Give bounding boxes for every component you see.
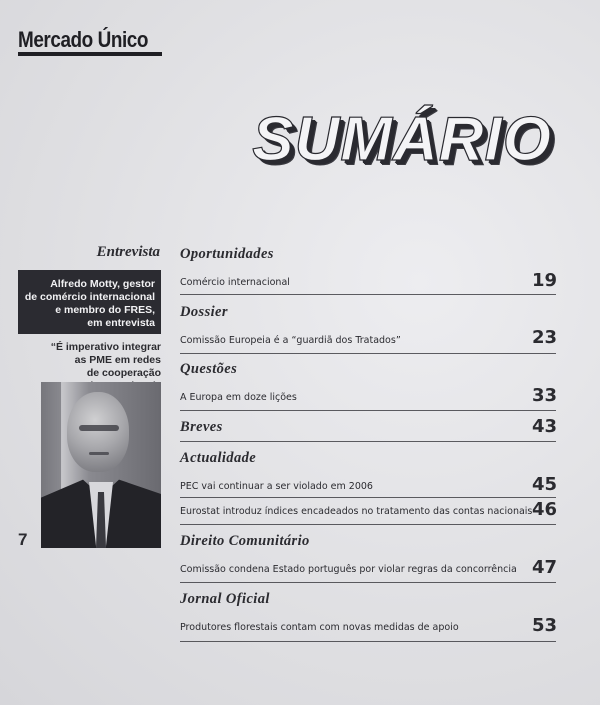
toc-entry-title[interactable]: Produtores florestais contam com novas medidas de apoio	[180, 622, 459, 633]
page-heading: SUMÁRIO	[252, 105, 552, 174]
section-oportunidades: Oportunidades	[180, 246, 274, 262]
toc-divider	[180, 582, 556, 583]
interview-quote-line: de cooperação	[86, 367, 161, 379]
toc-entry-title[interactable]: Eurostat introduz índices encadeados no tratamento das contas nacionais	[180, 506, 533, 517]
interview-portrait-photo	[41, 382, 161, 548]
section-actualidade: Actualidade	[180, 450, 257, 466]
interview-quote-line: “É imperativo integrar	[50, 341, 161, 353]
interview-quote-line: as PME em redes	[74, 354, 161, 366]
interview-label: Entrevista	[96, 244, 160, 260]
publication-title-underline	[18, 52, 162, 56]
interview-box-line: Alfredo Motty, gestor	[50, 278, 155, 290]
toc-entry-page: 43	[531, 416, 557, 437]
toc-divider	[180, 441, 556, 442]
toc-entry-title[interactable]: Comércio internacional	[180, 277, 290, 288]
section-questoes: Questões	[180, 361, 238, 377]
interview-box-line: e membro do FRES,	[55, 304, 155, 316]
photo-mouth	[89, 452, 109, 455]
toc-entry-title[interactable]: Comissão Europeia é a “guardiã dos Tratados”	[180, 335, 401, 346]
interview-box[interactable]	[18, 270, 161, 334]
section-breves[interactable]: Breves	[180, 419, 223, 435]
toc-divider	[180, 524, 556, 525]
toc-entry-page: 33	[531, 385, 557, 406]
toc-entry-title[interactable]: PEC vai continuar a ser violado em 2006	[180, 481, 373, 492]
toc-divider	[180, 641, 556, 642]
section-dossier: Dossier	[180, 304, 228, 320]
toc-divider	[180, 410, 556, 411]
toc-divider	[180, 497, 556, 498]
toc-entry-page: 45	[531, 474, 557, 495]
toc-entry-page: 53	[531, 615, 557, 636]
interview-page-number: 7	[18, 530, 28, 549]
toc-entry-page: 23	[531, 327, 557, 348]
toc-entry-title[interactable]: Comissão condena Estado português por violar regras da concorrência	[180, 564, 517, 575]
toc-divider	[180, 353, 556, 354]
toc-entry-page: 19	[531, 270, 557, 291]
photo-eyes	[79, 425, 119, 431]
toc-divider	[180, 294, 556, 295]
photo-head	[67, 392, 129, 472]
toc-entry-title[interactable]: A Europa em doze lições	[180, 392, 297, 403]
toc-entry-page: 47	[531, 557, 557, 578]
interview-box-line: em entrevista	[87, 317, 155, 329]
publication-title: Mercado Único	[18, 27, 149, 52]
section-jornal-oficial: Jornal Oficial	[180, 591, 270, 607]
section-direito-comunitario: Direito Comunitário	[180, 533, 310, 549]
toc-entry-page: 46	[531, 499, 557, 520]
interview-box-line: de comércio internacional	[24, 291, 155, 303]
